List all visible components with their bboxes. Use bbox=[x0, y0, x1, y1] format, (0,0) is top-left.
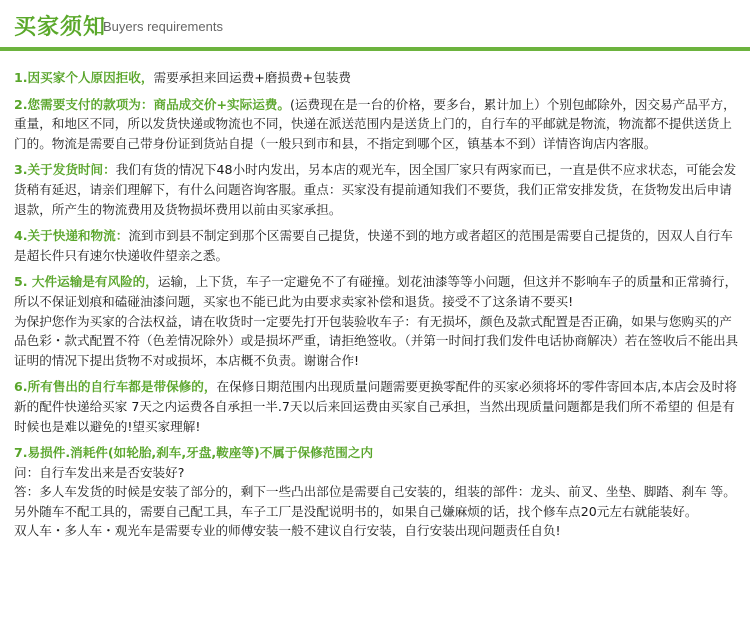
header-divider bbox=[0, 47, 750, 51]
section-2-text: (运费现在是一台的价格，要多台，累计加上）个别包邮除外，因交易产品平方，重量，和地区不同，所以发货快递或物流也不同，快递在派送范围内是送货上门的，自行车的平邮就是物流，物流都不提供送货上门的。物流是需要自己带身份证到货站自提（一般只到市和县，不指定到哪个区，镇基本不到）详情咨询店内客服。 bbox=[14, 96, 736, 151]
section-7 bbox=[14, 443, 740, 541]
section-7-question: 问：自行车发出来是否安装好? bbox=[14, 464, 185, 480]
section-1-text: 需要承担来回运费+磨损费+包装费 bbox=[153, 70, 351, 85]
section-7-answer: 答：多人车发货的时候是安装了部分的，剩下一些凸出部位是需要自己安装的，组装的部件：龙头、前叉、坐垫、脚踏、刹车 等。另外随车不配工具的，需要自己配工具，车子工厂是没配说明书的，如果自己嫌麻烦的话，找个修车点20元左右就能装好。 bbox=[14, 484, 736, 519]
section-7-note: 双人车・多人车・观光车是需要专业的师傅安装一般不建议自行安装，自行安装出现问题责任自负! bbox=[14, 523, 561, 539]
section-5-text: 运输，上下货，车子一定避免不了有碰撞。划花油漆等等小问题，但这并不影响车子的质量和正常骑行，所以不保证划痕和磕碰油漆问题，买家也不能已此为由要求卖家补偿和退货。接受不了这条请不要买! bbox=[14, 274, 738, 309]
section-3 bbox=[14, 160, 740, 219]
header bbox=[0, 0, 750, 52]
section-5-text-2: 为保护您作为买家的合法权益，请在收货时一定要先打开包装验收车子：有无损坏，颜色及款式配置是否正确，如果与您购买的产品色彩・款式配置不符（色差情况除外）或是损坏严重，请拒绝签收。（并第一时间打我们发件电话协商解决）若在签收后不能出具证明的情况下提出货物不对或损坏，本店概不负责。谢谢合作! bbox=[14, 313, 739, 368]
section-6-heading: 6.所有售出的自行车都是带保修的， bbox=[14, 379, 217, 395]
section-6-text: 在保修日期范围内出现质量问题需要更换零配件的买家必须将坏的零件寄回本店,本店会及时将新的配件快递给买家 7天之内运费各自承担一半.7天以后来回运费由买家自己承担，当然出现质量问题都是我们所不希望的 但是有时候也是难以避免的!望买家理解! bbox=[14, 379, 737, 434]
section-2-heading: 2.您需要支付的款项为：商品成交价+实际运费。 bbox=[14, 96, 290, 112]
section-2 bbox=[14, 95, 740, 154]
section-5-heading: 5. 大件运输是有风险的， bbox=[14, 274, 158, 290]
section-3-text: 我们有货的情况下48小时内发出，另本店的观光车，因全国厂家只有两家而已，一直是供不应求状态，可能会发货稍有延迟，请亲们理解下，有什么问题咨询客服。重点：买家没有提前通知我们不要货，我们正常安排发货，在货物发出后申请退款，所产生的物流费用及货物损坏费用以前由买家承担。 bbox=[14, 162, 737, 217]
notice-body bbox=[14, 68, 740, 548]
section-6 bbox=[14, 377, 740, 436]
page-subtitle: Buyers requirements bbox=[103, 19, 223, 34]
section-1-heading: 1.因买家个人原因拒收， bbox=[14, 70, 154, 85]
section-7-heading: 7.易损件.消耗件(如轮胎,刹车,牙盘,鞍座等)不属于保修范围之内 bbox=[14, 445, 374, 461]
section-4-heading: 4.关于快递和物流： bbox=[14, 228, 129, 244]
page-title: 买家须知 bbox=[14, 15, 107, 40]
section-4 bbox=[14, 226, 740, 265]
section-4-text: 流到市到县不制定到那个区需要自己提货，快递不到的地方或者超区的范围是需要自己提货的，因双人自行车是超长件只有速尔快递收件望亲之悉。 bbox=[14, 228, 733, 263]
section-5 bbox=[14, 272, 740, 370]
section-3-heading: 3.关于发货时间： bbox=[14, 162, 116, 178]
section-1 bbox=[14, 68, 740, 88]
